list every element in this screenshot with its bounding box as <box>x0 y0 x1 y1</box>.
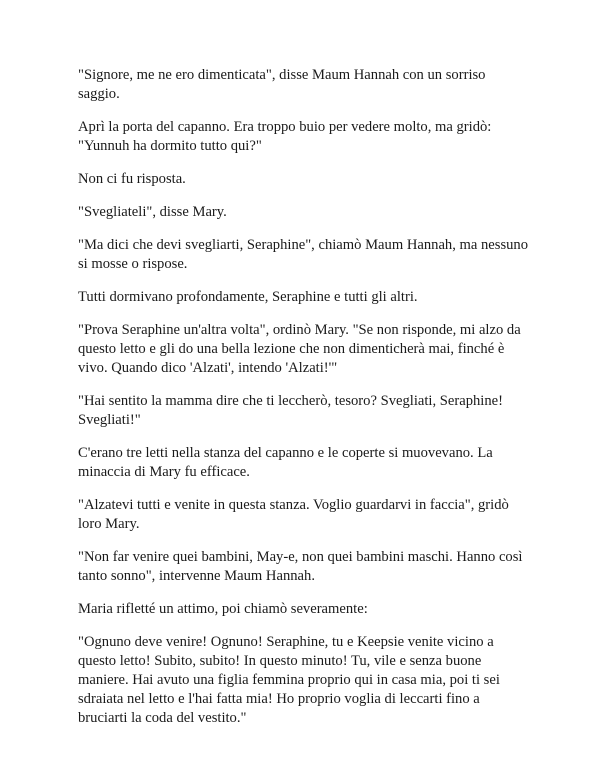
paragraph: "Hai sentito la mamma dire che ti leccherò, tesoro? Svegliati, Seraphine! Svegliati!" <box>78 393 503 428</box>
paragraph: "Ma dici che devi svegliarti, Seraphine", chiamò Maum Hannah, ma nessuno si mosse o rispose. <box>78 237 529 272</box>
paragraph: "Signore, me ne ero dimenticata", disse Maum Hannah con un sorriso saggio. <box>78 67 486 102</box>
paragraph: Aprì la porta del capanno. Era troppo buio per vedere molto, ma gridò: "Yunnuh ha dormito tutto qui?" <box>78 119 492 154</box>
paragraph: Non ci fu risposta. <box>78 171 186 187</box>
body-text <box>78 66 530 742</box>
paragraph: "Prova Seraphine un'altra volta", ordinò Mary. "Se non risponde, mi alzo da questo letto e gli do una bella lezione che non dimenticherà mai, finché è vivo. Quando dico 'Alzati', intendo 'Alzati!'" <box>78 322 521 376</box>
paragraph: C'erano tre letti nella stanza del capanno e le coperte si muovevano. La minaccia di Mary fu efficace. <box>78 445 493 480</box>
paragraph: "Non far venire quei bambini, May-e, non quei bambini maschi. Hanno così tanto sonno", intervenne Maum Hannah. <box>78 549 523 584</box>
paragraph: "Svegliateli", disse Mary. <box>78 204 227 220</box>
paragraph: Tutti dormivano profondamente, Seraphine e tutti gli altri. <box>78 289 418 305</box>
paragraph: "Ognuno deve venire! Ognuno! Seraphine, tu e Keepsie venite vicino a questo letto! Subito, subito! In questo minuto! Tu, vile e senza buone maniere. Hai avuto una figlia femmina proprio qui in casa mia, poi ti sei sdraiata nel letto e l'hai fatta mia! Ho proprio voglia di leccarti fino a bruciarti la coda del vestito." <box>78 634 500 726</box>
paragraph: Maria rifletté un attimo, poi chiamò severamente: <box>78 601 368 617</box>
paragraph: "Alzatevi tutti e venite in questa stanza. Voglio guardarvi in faccia", gridò loro Mary. <box>78 497 509 532</box>
